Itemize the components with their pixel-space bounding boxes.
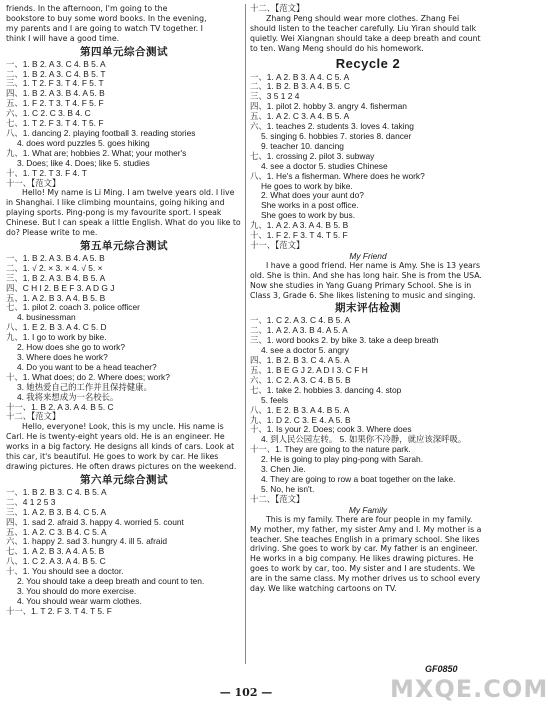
answer-line: 五、1. A 2. C 3. B 4. C 5. A xyxy=(6,526,107,537)
answer-line: 4. 我将来想成为一名校长。 xyxy=(17,391,119,402)
answer-line: 八、1. dancing 2. playing football 3. reading stories xyxy=(6,127,196,138)
book-code: GF0850 xyxy=(425,664,458,674)
answer-line: 六、1. C 2. A 3. C 4. B 5. B xyxy=(250,374,351,385)
essay-paragraph: my parents and I are going to watch TV together. I xyxy=(6,23,203,33)
answer-line: 十一、1. They are going to the nature park. xyxy=(250,444,411,455)
answer-line: 四、1. pilot 2. hobby 3. angry 4. fisherman xyxy=(250,101,407,112)
answer-line: 七、1. crossing 2. pilot 3. subway xyxy=(250,150,375,161)
answer-line: 八、1. E 2. B 3. A 4. B 5. A xyxy=(250,404,350,415)
essay-title: My Friend xyxy=(349,250,387,261)
answer-line: 5. singing 6. hobbies 7. stories 8. dancer xyxy=(261,130,412,141)
section-heading: Recycle 2 xyxy=(335,55,401,71)
answer-line: 四、1. B 2. B 3. C 4. A 5. A xyxy=(250,355,350,366)
essay-paragraph: Zhang Peng should wear more clothes. Zhang Fei should listen to the teacher carefully. Liu Yiran should talk quietly. Wei Xiangnan should take a deep breath and count to ten. Wang Meng should do his homework. xyxy=(250,13,481,53)
answer-line: 4. see a doctor 5. studies Chinese xyxy=(261,160,388,171)
essay-paragraph: This is my family. There are four people in my family. My mother, my father, my sister Amy and I. My mother is a teacher. She teaches English in a primary school. She likes driving. She goes to work by car. My father is an engineer. He works in a big company. He likes drawing pictures. He goes to work by car, too. My sister and I are students. We are in the same class. My mother drives us to school every day. We like watching cartoons on TV. xyxy=(250,514,482,594)
answer-line: 十一、【范文】 xyxy=(250,239,305,250)
right-column xyxy=(250,4,486,594)
answer-line: 3. You should do more exercise. xyxy=(17,585,137,596)
answer-line: 十二、【范文】 xyxy=(250,3,305,13)
essay-title: My Family xyxy=(348,504,388,515)
answer-line: 9. teacher 10. dancing xyxy=(261,140,344,151)
answer-line: She goes to work by bus. xyxy=(261,210,356,221)
answer-line: 九、1. What are; hobbies 2. What; your mother's xyxy=(6,147,187,158)
answer-line: 四、1. B 2. A 3. B 4. A 5. B xyxy=(6,88,105,99)
answer-line: 八、1. E 2. B 3. A 4. C 5. D xyxy=(6,322,107,333)
answer-line: 十一、1. B 2. A 3. A 4. B 5. C xyxy=(6,401,114,412)
answer-line: 五、1. F 2. T 3. T 4. F 5. F xyxy=(6,98,104,109)
answer-line: 一、1. A 2. B 3. A 4. C 5. A xyxy=(250,71,350,82)
essay-paragraph: Hello! My name is Li Ming. I am twelve years old. I live in Shanghai. I like climbing mountains, going hiking and playing sports. Ping-pong is my favourite sport. I speak Chinese. But I can speak a little English. What do you like to do? Please write to me. xyxy=(6,188,241,238)
answer-line: 二、1. B 2. A 3. C 4. B 5. T xyxy=(6,68,106,79)
section-heading: 第五单元综合测试 xyxy=(80,239,168,252)
answer-line: 二、1. B 2. B 3. A 4. B 5. C xyxy=(250,81,351,92)
watermark: MXQE.COM xyxy=(390,675,548,703)
answer-line: 3. Does; like 4. Does; like 5. studies xyxy=(17,157,150,168)
answer-line: 一、1. B 2. A 3. B 4. A 5. B xyxy=(6,252,105,263)
essay-paragraph: friends. In the afternoon, I'm going to the xyxy=(6,4,168,13)
answer-line: 4. 到人民公园左转。 5. 如果你不冷静，就应该深呼吸。 xyxy=(261,434,467,445)
answer-line: 十、1. F 2. F 3. T 4. T 5. F xyxy=(250,230,348,241)
answer-line: 十、1. What does; do 2. Where does; work? xyxy=(6,371,170,382)
answer-line: 4. see a doctor 5. angry xyxy=(261,345,349,356)
answer-line: 2. He is going to play ping-pong with Sarah. xyxy=(261,454,424,465)
answer-line: 4. businessman xyxy=(17,312,76,323)
answer-line: 九、1. A 2. A 3. A 4. B 5. B xyxy=(250,220,349,231)
essay-paragraph: I have a good friend. Her name is Amy. She is 13 years old. She is thin. And she has long hair. She is from the USA. Now she studies in Yang Guang Primary School. She is in Class 3, Grade 6. She likes listening to music and singing. xyxy=(250,260,482,300)
answer-line: 六、1. C 2. C 3. B 4. C xyxy=(6,108,91,119)
answer-line: 九、1. I go to work by bike. xyxy=(6,332,107,343)
answer-line: 一、1. B 2. A 3. C 4. B 5. A xyxy=(6,58,106,69)
answer-line: 二、1. A 2. A 3. B 4. A 5. A xyxy=(250,325,348,336)
answer-line: 十、1. Is your 2. Does; cook 3. Where does xyxy=(250,424,412,435)
answer-line: 5. No, he isn't. xyxy=(261,483,315,494)
answer-line: 十二、【范文】 xyxy=(250,493,305,504)
answer-line: 五、1. A 2. C 3. A 4. B 5. A xyxy=(250,111,350,122)
section-heading: 第六单元综合测试 xyxy=(80,473,168,486)
answer-line: 三、1. B 2. A 3. B 4. B 5. A xyxy=(6,272,106,283)
answer-line: 一、1. B 2. B 3. C 4. B 5. A xyxy=(6,486,107,497)
section-heading: 第四单元综合测试 xyxy=(80,45,168,58)
answer-line: 4. They are going to row a boat together on the lake. xyxy=(261,473,456,484)
section-heading: 期末评估检测 xyxy=(335,302,401,315)
answer-line: 十一、【范文】 xyxy=(6,177,61,188)
answer-line: 4. does word puzzles 5. goes hiking xyxy=(17,137,150,148)
answer-line: 四、1. sad 2. afraid 3. happy 4. worried 5. count xyxy=(6,516,184,527)
answer-line: 3. Chen Jie. xyxy=(261,464,306,475)
answer-line: 十二、【范文】 xyxy=(6,411,61,422)
page-number: — 102 — xyxy=(219,686,273,699)
column-divider xyxy=(245,4,246,664)
answer-line: 4. Do you want to be a head teacher? xyxy=(17,361,157,372)
answer-line: She works in a post office. xyxy=(261,200,359,211)
answer-line: 六、1. happy 2. sad 3. hungry 4. ill 5. afraid xyxy=(6,536,168,547)
answer-line: 八、1. C 2. A 3. A 4. B 5. C xyxy=(6,556,106,567)
answer-line: 七、1. take 2. hobbies 3. dancing 4. stop xyxy=(250,384,402,395)
answer-line: 六、1. teaches 2. students 3. loves 4. taking xyxy=(250,121,414,132)
essay-paragraph: think I will have a good time. xyxy=(6,33,120,43)
answer-line: 3. 她热爱自己的工作并且保持健康。 xyxy=(17,381,152,392)
answer-line: 九、1. D 2. C 3. E 4. A 5. B xyxy=(250,414,351,425)
answer-line: 二、1. √ 2. × 3. × 4. √ 5. × xyxy=(6,262,103,273)
answer-line: 五、1. A 2. B 3. A 4. B 5. B xyxy=(6,292,106,303)
answer-line: 4. You should wear warm clothes. xyxy=(17,595,142,606)
answer-line: 三、1. word books 2. by bike 3. take a deep breath xyxy=(250,335,439,346)
answer-line: 七、1. pilot 2. coach 3. police officer xyxy=(6,302,140,313)
answer-line: 七、1. T 2. F 3. T 4. T 5. F xyxy=(6,118,104,129)
answer-line: 二、4 1 2 5 3 xyxy=(6,496,56,507)
answer-line: 2. How does she go to work? xyxy=(17,342,126,353)
essay-paragraph: Hello, everyone! Look, this is my uncle. His name is Carl. He is twenty-eight years old. He is an engineer. He works in a big factory. He designs all kinds of cars. Look at this car, it's beautiful. He goes to work by car. He likes drawing pictures. He often draws pictures on the weekend. xyxy=(6,422,237,471)
answer-line: 八、1. He's a fisherman. Where does he work? xyxy=(250,170,425,181)
answer-line: 七、1. A 2. B 3. A 4. A 5. B xyxy=(6,546,105,557)
answer-line: He goes to work by bike. xyxy=(261,180,353,191)
answer-line: 五、1. B E G J 2. A D I 3. C F H xyxy=(250,365,368,375)
answer-line: 十、1. T 2. T 3. F 4. T xyxy=(6,167,87,178)
answer-line: 十一、1. T 2. F 3. T 4. T 5. F xyxy=(6,605,112,616)
answer-line: 3. Where does he work? xyxy=(17,352,108,362)
essay-paragraph: bookstore to buy some word books. In the evening, xyxy=(6,13,207,23)
answer-line: 2. You should take a deep breath and count to ten. xyxy=(17,576,205,587)
left-column xyxy=(6,4,242,617)
answer-line: 三、3 5 1 2 4 xyxy=(250,91,300,102)
answer-line: 三、1. A 2. B 3. B 4. C 5. A xyxy=(6,506,107,517)
answer-line: 一、1. C 2. A 3. C 4. B 5. A xyxy=(250,315,351,326)
answer-line: 2. What does your aunt do? xyxy=(261,190,364,201)
answer-line: 四、C H I 2. B E F 3. A D G J xyxy=(6,282,115,293)
answer-line: 5. feels xyxy=(261,394,289,405)
answer-line: 十、1. You should see a doctor. xyxy=(6,566,124,577)
answer-line: 三、1. T 2. F 3. T 4. F 5. T xyxy=(6,78,104,89)
